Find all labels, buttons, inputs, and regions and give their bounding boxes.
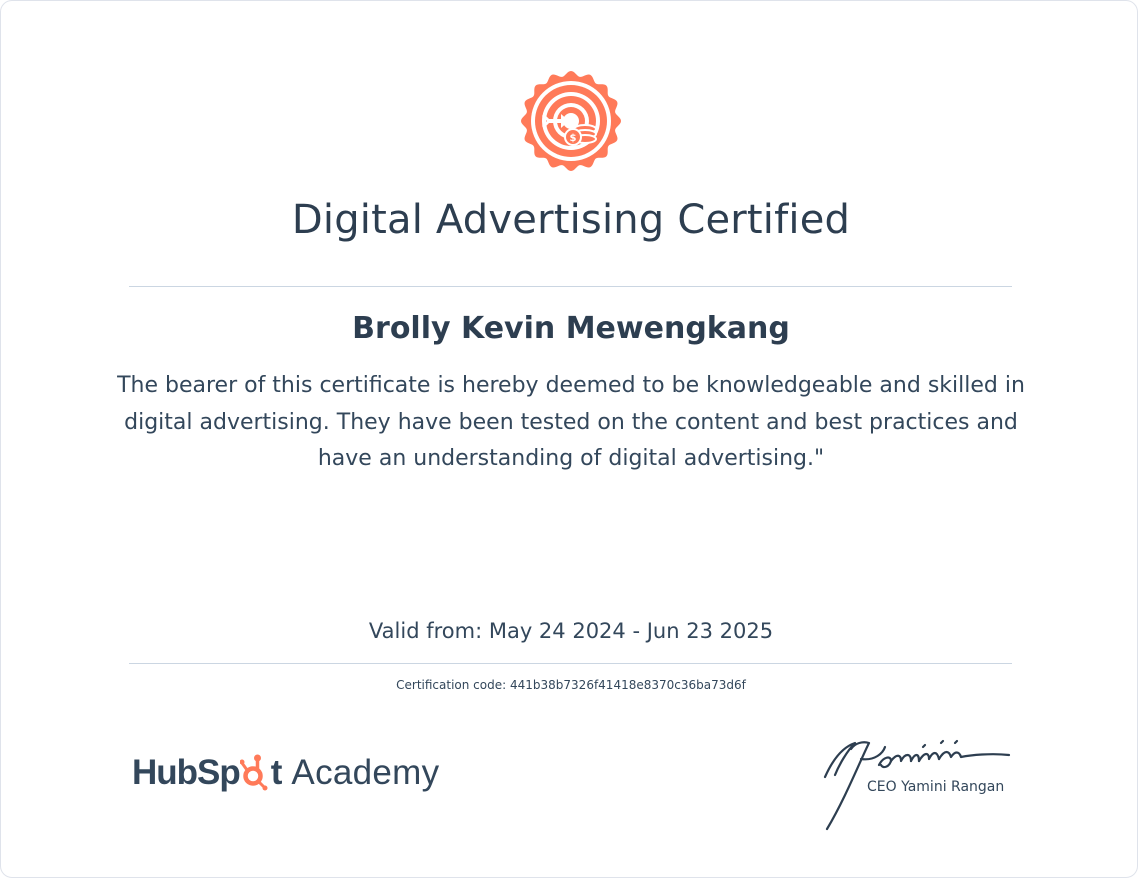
certificate-description: The bearer of this certificate is hereby deemed to be knowledgeable and skilled in digital advertising. They have been tested on the content and best practices and have an understanding of digital advertising.": [117, 373, 1025, 471]
valid-label: Valid from:: [368, 619, 483, 643]
valid-separator: -: [632, 619, 641, 643]
hubspot-academy-logo: [132, 749, 439, 797]
logo-text-hubsp: HubSp: [132, 753, 240, 792]
certification-code: [1, 678, 1140, 692]
logo-text-academy: Academy: [291, 753, 440, 792]
certificate-title: Digital Advertising Certified: [291, 197, 851, 243]
logo-text-t: t: [270, 753, 283, 792]
validity-period: [1, 619, 1140, 643]
ceo-caption: CEO Yamini Rangan: [867, 779, 1005, 795]
valid-to-date: Jun 23 2025: [646, 619, 774, 643]
certification-badge-icon: [519, 69, 623, 173]
code-label: Certification code:: [396, 678, 507, 692]
code-value: 441b38b7326f41418e8370c36ba73d6f: [510, 678, 746, 692]
svg-text:$: $: [569, 133, 577, 144]
valid-from-date: May 24 2024: [488, 619, 626, 643]
title-divider: [129, 286, 1012, 287]
sprocket-icon: [240, 751, 270, 791]
footer-divider: [129, 663, 1012, 664]
recipient-name: Brolly Kevin Mewengkang: [352, 311, 790, 346]
